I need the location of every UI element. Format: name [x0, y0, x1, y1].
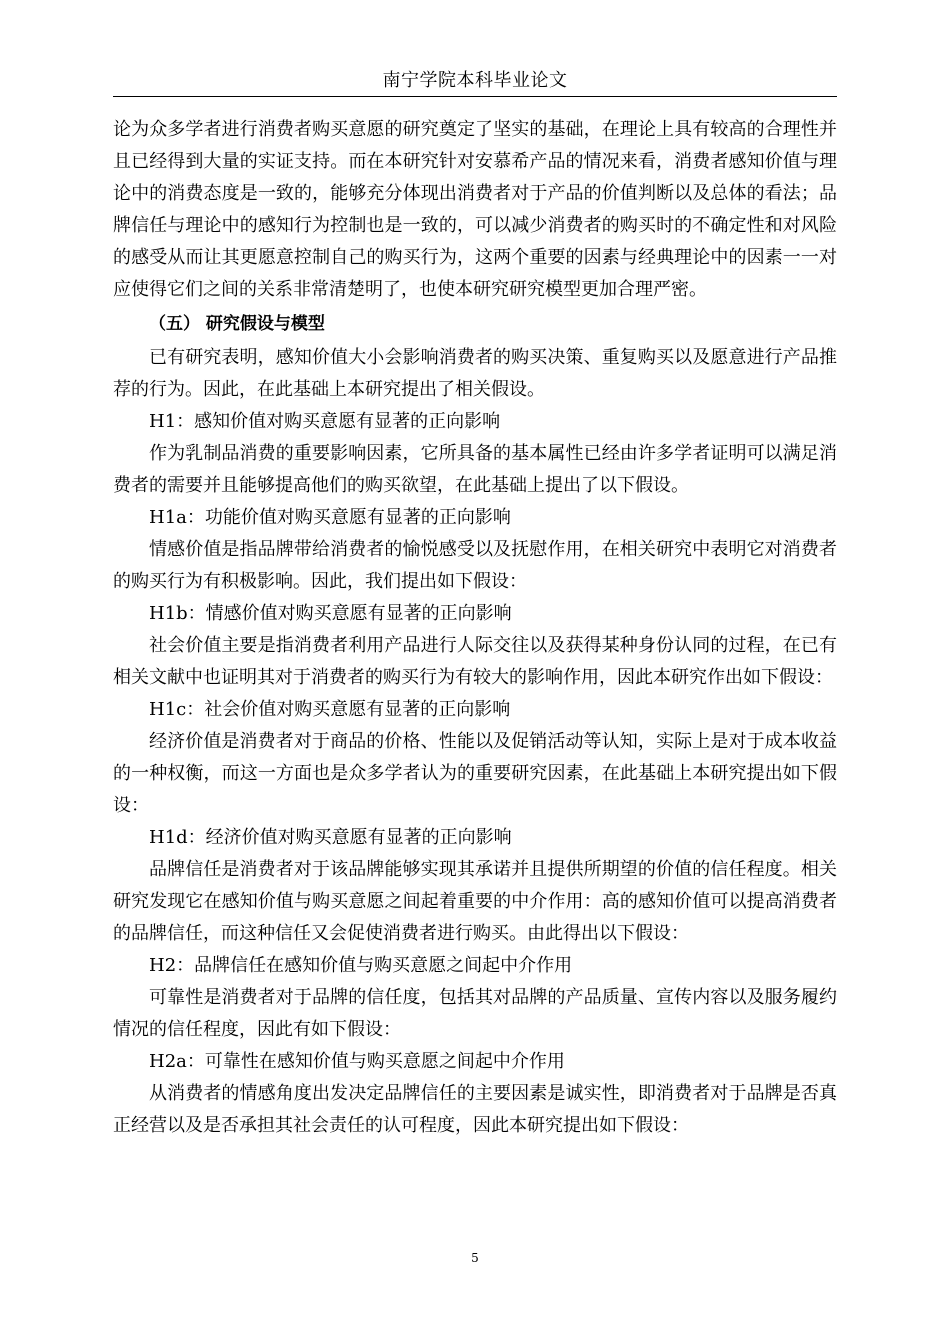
running-header: 南宁学院本科毕业论文 [382, 70, 568, 91]
paragraph: 经济价值是消费者对于商品的价格、性能以及促销活动等认知，实际上是对于成本收益的一种权衡，而这一方面也是众多学者认为的重要研究因素，在此基础上本研究提出如下假设： [113, 731, 837, 816]
hypothesis-h1b: H1b：情感价值对购买意愿有显著的正向影响 [149, 603, 512, 624]
paragraph: 品牌信任是消费者对于该品牌能够实现其承诺并且提供所期望的价值的信任程度。相关研究发现它在感知价值与购买意愿之间起着重要的中介作用：高的感知价值可以提高消费者的品牌信任，而这种信任又会促使消费者进行购买。由此得出以下假设： [113, 859, 837, 944]
hypothesis-h1d: H1d：经济价值对购买意愿有显著的正向影响 [149, 827, 512, 848]
hypothesis-h1: H1：感知价值对购买意愿有显著的正向影响 [149, 411, 501, 432]
page-number: 5 [471, 1251, 479, 1265]
paragraph: 情感价值是指品牌带给消费者的愉悦感受以及抚慰作用，在相关研究中表明它对消费者的购买行为有积极影响。因此，我们提出如下假设： [113, 539, 837, 592]
page-body [113, 114, 837, 1142]
hypothesis-h2: H2：品牌信任在感知价值与购买意愿之间起中介作用 [149, 955, 573, 976]
paragraph: 社会价值主要是指消费者利用产品进行人际交往以及获得某种身份认同的过程，在已有相关文献中也证明其对于消费者的购买行为有较大的影响作用，因此本研究作出如下假设： [113, 635, 837, 688]
header-divider [113, 96, 837, 97]
hypothesis-h1c: H1c：社会价值对购买意愿有显著的正向影响 [149, 699, 511, 720]
paragraph: 从消费者的情感角度出发决定品牌信任的主要因素是诚实性，即消费者对于品牌是否真正经营以及是否承担其社会责任的认可程度，因此本研究提出如下假设： [113, 1083, 837, 1136]
hypothesis-h1a: H1a：功能价值对购买意愿有显著的正向影响 [149, 507, 511, 528]
hypothesis-h2a: H2a：可靠性在感知价值与购买意愿之间起中介作用 [149, 1051, 565, 1072]
intro-paragraph: 论为众多学者进行消费者购买意愿的研究奠定了坚实的基础，在理论上具有较高的合理性并且已经得到大量的实证支持。而在本研究针对安慕希产品的情况来看，消费者感知价值与理论中的消费态度是一致的，能够充分体现出消费者对于产品的价值判断以及总体的看法；品牌信任与理论中的感知行为控制也是一致的，可以减少消费者的购买时的不确定性和对风险的感受从而让其更愿意控制自己的购买行为，这两个重要的因素与经典理论中的因素一一对应使得它们之间的关系非常清楚明了，也使本研究研究模型更加合理严密。 [113, 119, 837, 300]
section-heading: （五） 研究假设与模型 [149, 314, 325, 334]
paragraph: 作为乳制品消费的重要影响因素，它所具备的基本属性已经由许多学者证明可以满足消费者的需要并且能够提高他们的购买欲望，在此基础上提出了以下假设。 [113, 443, 837, 496]
paragraph: 可靠性是消费者对于品牌的信任度，包括其对品牌的产品质量、宣传内容以及服务履约情况的信任程度，因此有如下假设： [113, 987, 837, 1040]
paragraph: 已有研究表明，感知价值大小会影响消费者的购买决策、重复购买以及愿意进行产品推荐的行为。因此，在此基础上本研究提出了相关假设。 [113, 347, 837, 400]
